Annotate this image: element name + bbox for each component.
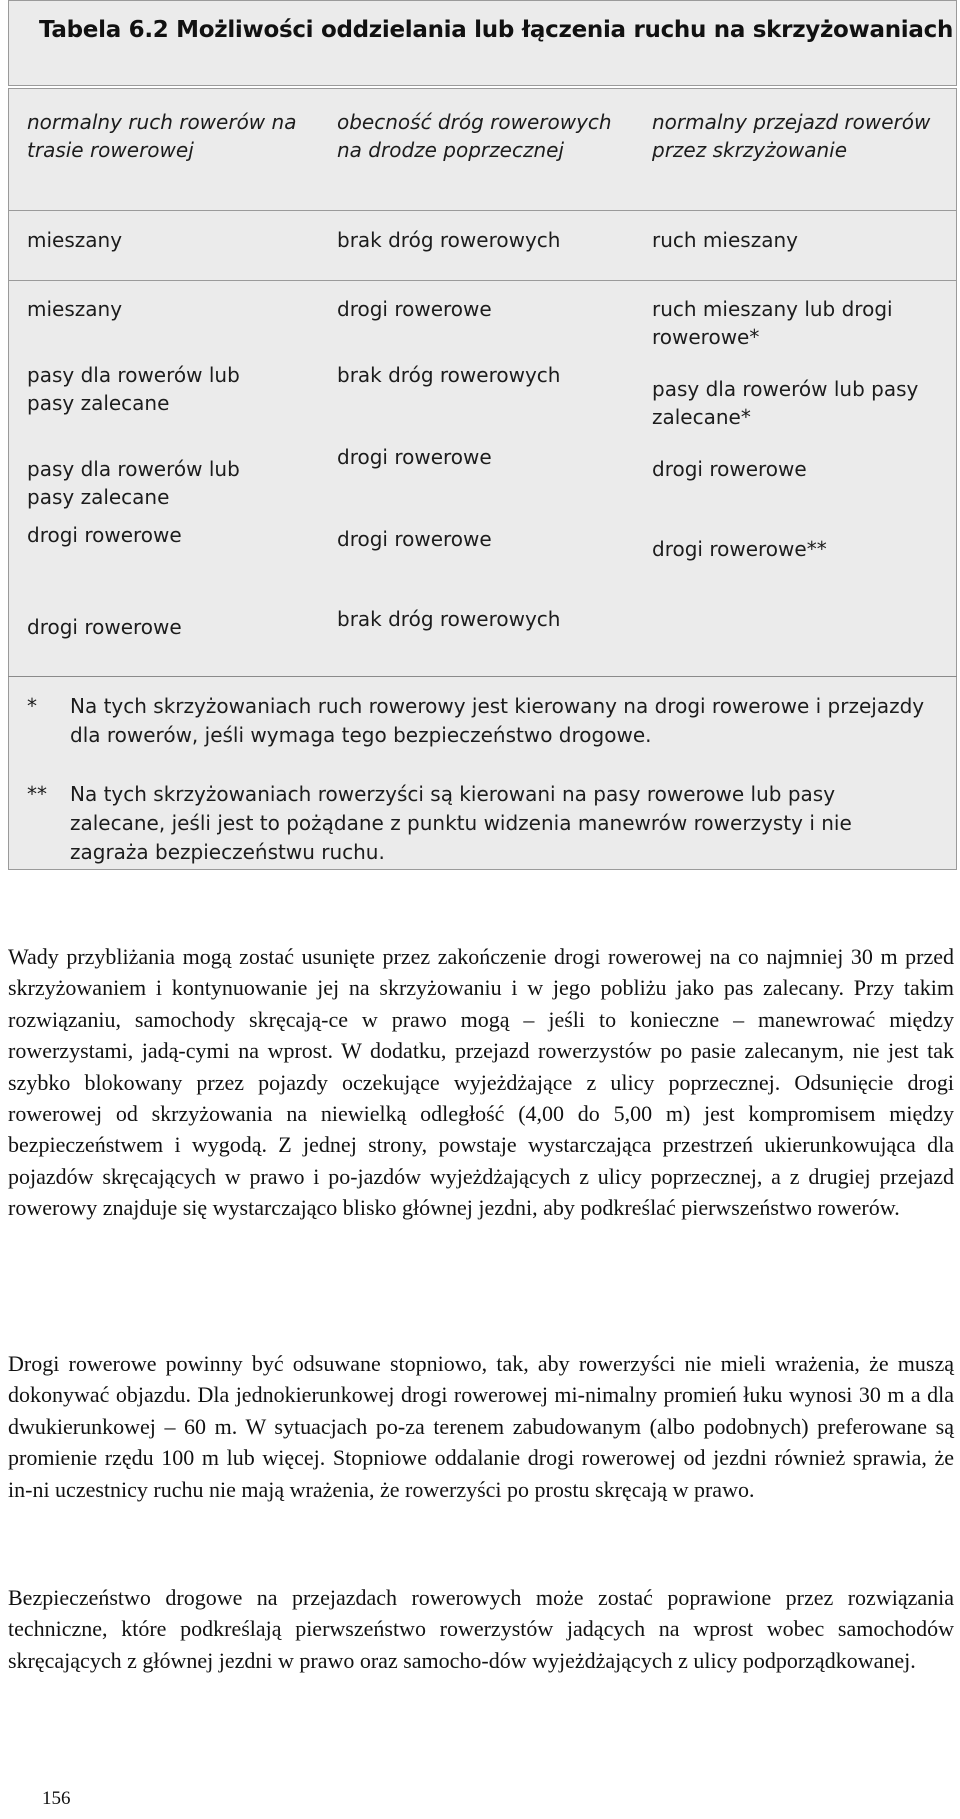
row3-col1: pasy dla rowerów lub pasy zalecane [27, 363, 240, 415]
row2-col1: mieszany [27, 297, 123, 321]
row3-col2: brak dróg rowerowych [337, 363, 561, 387]
row5-col3: drogi rowerowe** [652, 537, 827, 561]
footnote-2-text: Na tych skrzyżowaniach rowerzyści są kierowani na pasy rowerowe lub pasy zalecane, jeśli jest to pożądane z punktu widzenia manewrów rowerzysty i nie zagraża bezpieczeństwu ruchu. [70, 782, 852, 864]
row1-col2: brak dróg rowerowych [337, 228, 561, 252]
table-title: Tabela 6.2 Możliwości oddzielania lub łączenia ruchu na skrzyżowaniach [39, 17, 954, 43]
row6-col2: brak dróg rowerowych [337, 607, 561, 631]
body-paragraph-3: Bezpieczeństwo drogowe na przejazdach rowerowych może zostać poprawione przez rozwiązania techniczne, które podkreślają pierwszeństwo rowerzystów jadących na wprost wobec samochodów skręcających z głównej jezdni w prawo oraz samocho-dów wyjeżdżających z ulicy podporządkowanej. [8, 1585, 954, 1673]
table-title-box [8, 0, 957, 86]
row6-col1: drogi rowerowe [27, 615, 182, 639]
row2-col3: ruch mieszany lub drogi rowerowe* [652, 297, 893, 349]
header-divider [8, 210, 957, 211]
row1-col3: ruch mieszany [652, 228, 798, 252]
row3-col3: pasy dla rowerów lub pasy zalecane* [652, 377, 919, 429]
header-col2: obecność dróg rowerowych na drodze poprzecznej [337, 110, 612, 162]
row2-col2: drogi rowerowe [337, 297, 492, 321]
row1-col1: mieszany [27, 228, 123, 252]
row5-col1: drogi rowerowe [27, 523, 182, 547]
row5-col2: drogi rowerowe [337, 527, 492, 551]
header-col3: normalny przejazd rowerów przez skrzyżowanie [652, 110, 931, 162]
row-divider [8, 280, 957, 281]
footnote-1-text: Na tych skrzyżowaniach ruch rowerowy jest kierowany na drogi rowerowe i przejazdy dla rowerów, jeśli wymaga tego bezpieczeństwo drogowe. [70, 694, 925, 747]
footnote-2-mark: ** [27, 782, 47, 806]
body-paragraph-1: Wady przybliżania mogą zostać usunięte przez zakończenie drogi rowerowej na co najmniej 30 m przed skrzyżowaniem i kontynuowanie jej na skrzyżowaniu i w jego pobliżu jako pas zalecany. Przy takim rozwiązaniu, samochody skręcają-ce w prawo mogą – jeśli to konieczne – manewrować między rowerzystami, jadą-cymi na wprost. W dodatku, przejazd rowerzystów po pasie zalecanym, nie jest tak szybko blokowany przez pojazdy oczekujące wyjeżdżające z ulicy poprzecznej. Odsunięcie drogi rowerowej od skrzyżowania na niewielką odległość (4,00 do 5,00 m) jest kompromisem między bezpieczeństwem i wygodą. Z jednej strony, powstaje wystarczająca przestrzeń ukierunkowująca dla pojazdów skręcających w prawo i po-jazdów wyjeżdżających z ulicy poprzecznej, a z drugiej przejazd rowerowy znajduje się wystarczająco blisko głównej jezdni, aby podkreślać pierwszeństwo rowerów. [8, 944, 954, 1221]
page-number: 156 [42, 1788, 71, 1809]
footnote-divider [8, 676, 957, 677]
header-col1: normalny ruch rowerów na trasie rowerowej [27, 110, 297, 162]
body-paragraph-2: Drogi rowerowe powinny być odsuwane stopniowo, tak, aby rowerzyści nie mieli wrażenia, że muszą dokonywać objazdu. Dla jednokierunkowej drogi rowerowej mi-nimalny promień łuku wynosi 30 m a dla dwukierunkowej – 60 m. W sytuacjach po-za terenem zabudowanym (albo podobnych) preferowane są promienie rzędu 100 m lub więcej. Stopniowe oddalanie drogi rowerowej od jezdni również sprawia, że in-ni uczestnicy ruchu nie mają wrażenia, że rowerzyści po prostu skręcają w prawo. [8, 1351, 954, 1502]
row4-col3: drogi rowerowe [652, 457, 807, 481]
footnote-1-mark: * [27, 694, 37, 718]
row4-col1: pasy dla rowerów lub pasy zalecane [27, 457, 240, 509]
row4-col2: drogi rowerowe [337, 445, 492, 469]
